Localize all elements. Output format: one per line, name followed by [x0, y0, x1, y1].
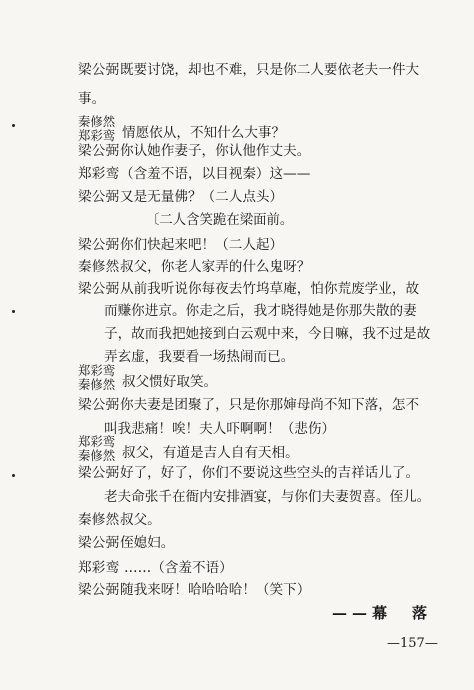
dialogue-line [0, 139, 474, 163]
speaker-name: 秦修然 [78, 448, 116, 463]
dialogue-text: 又是无量佛？（二人点头） [120, 189, 284, 205]
page-number: —157— [387, 636, 438, 651]
dialogue-text: 老夫命张千在衙内安排酒宴，与你们夫妻贺喜。侄儿。 [104, 489, 431, 505]
dialogue-text: 情愿依从，不知什么大事？ [122, 125, 286, 141]
dialogue-line [0, 162, 474, 186]
dialogue-line [0, 393, 474, 417]
dialogue-line [0, 508, 474, 532]
margin-mark [12, 310, 15, 313]
dialogue-line [0, 461, 474, 485]
dialogue-text: 叔父，有道是吉人自有天相。 [122, 445, 299, 461]
dialogue-text: 叔父惯好取笑。 [122, 374, 218, 390]
speaker-name: 郑彩鸾 [78, 560, 120, 576]
continuation-line [0, 322, 474, 346]
speaker-name: 梁公弼 [78, 397, 120, 413]
speaker-name: 梁公弼 [78, 62, 120, 78]
dialogue-text: 你认她作妻子，你认他作丈夫。 [120, 143, 311, 159]
speaker-name: 梁公弼 [78, 189, 120, 205]
speaker-name: 梁公弼 [78, 535, 120, 551]
dialogue-text: 你们快起来吧！（二人起） [120, 237, 284, 253]
speaker-name: 郑彩鸾 [78, 166, 120, 182]
dialogue-text: 侄媳妇。 [120, 535, 175, 551]
stage-direction: 〔二人含笑跪在梁面前。 [146, 213, 294, 228]
dialogue-text: 弄玄虚，我要看一场热闹而已。 [104, 349, 295, 365]
margin-mark [12, 474, 15, 477]
dialogue-line [0, 556, 474, 580]
speaker-name: 梁公弼 [78, 237, 120, 253]
speaker-name: 秦修然 [78, 259, 120, 275]
speaker-name: 梁公弼 [78, 582, 120, 598]
dialogue-line [0, 185, 474, 209]
dialogue-text: 而赚你进京。你走之后，我才晓得她是你那失散的妻 [104, 303, 417, 319]
continuation-line [0, 299, 474, 323]
dialogue-line [0, 233, 474, 257]
dialogue-text: 叔父。 [120, 512, 161, 528]
curtain-fall: ——幕 落 [332, 604, 433, 622]
dialogue-line [0, 277, 474, 301]
dialogue-text: 你夫妻是团聚了，只是你那婶母尚不知下落，怎不 [120, 397, 420, 413]
margin-mark [12, 124, 15, 127]
speaker-name: 郑彩鸾 [78, 434, 116, 449]
speaker-name: 秦修然 [78, 512, 120, 528]
speaker-name: 梁公弼 [78, 281, 120, 297]
speaker-name: 秦修然 [78, 114, 116, 129]
dialogue-text: （含羞不语，以目视秦）这—— [120, 166, 311, 182]
dialogue-line [0, 531, 474, 555]
speaker-name: 郑彩鸾 [78, 128, 116, 143]
speaker-name: 梁公弼 [78, 465, 120, 481]
dialogue-line [0, 255, 474, 279]
continuation-line [0, 485, 474, 509]
dialogue-text: 子，故而我把她接到白云观中来，今日嘛，我不过是故 [104, 326, 431, 342]
dialogue-line [0, 578, 474, 602]
dialogue-text: 叔父，你老人家弄的什么鬼呀？ [120, 259, 311, 275]
dialogue-text: 从前我听说你每夜去竹坞草庵，怕你荒废学业，故 [120, 281, 420, 297]
continuation-line [0, 87, 474, 111]
dialogue-text: 事。 [78, 91, 106, 107]
speaker-name: 梁公弼 [78, 143, 120, 159]
dialogue-text: 既要讨饶，却也不难，只是你二人要依老夫一件大 [120, 62, 420, 78]
dialogue-text: ……（含羞不语） [124, 560, 233, 576]
speaker-name: 郑彩鸾 [78, 363, 116, 378]
speaker-name: 秦修然 [78, 377, 116, 392]
dialogue-text: 叫我悲痛！唉！夫人吓啊啊！（悲伤） [104, 421, 336, 437]
dialogue-text: 好了，好了，你们不要说这些空头的吉祥话儿了。 [120, 465, 420, 481]
dialogue-line [0, 58, 474, 82]
dialogue-text: 随我来呀！哈哈哈哈！（笑下） [120, 582, 311, 598]
